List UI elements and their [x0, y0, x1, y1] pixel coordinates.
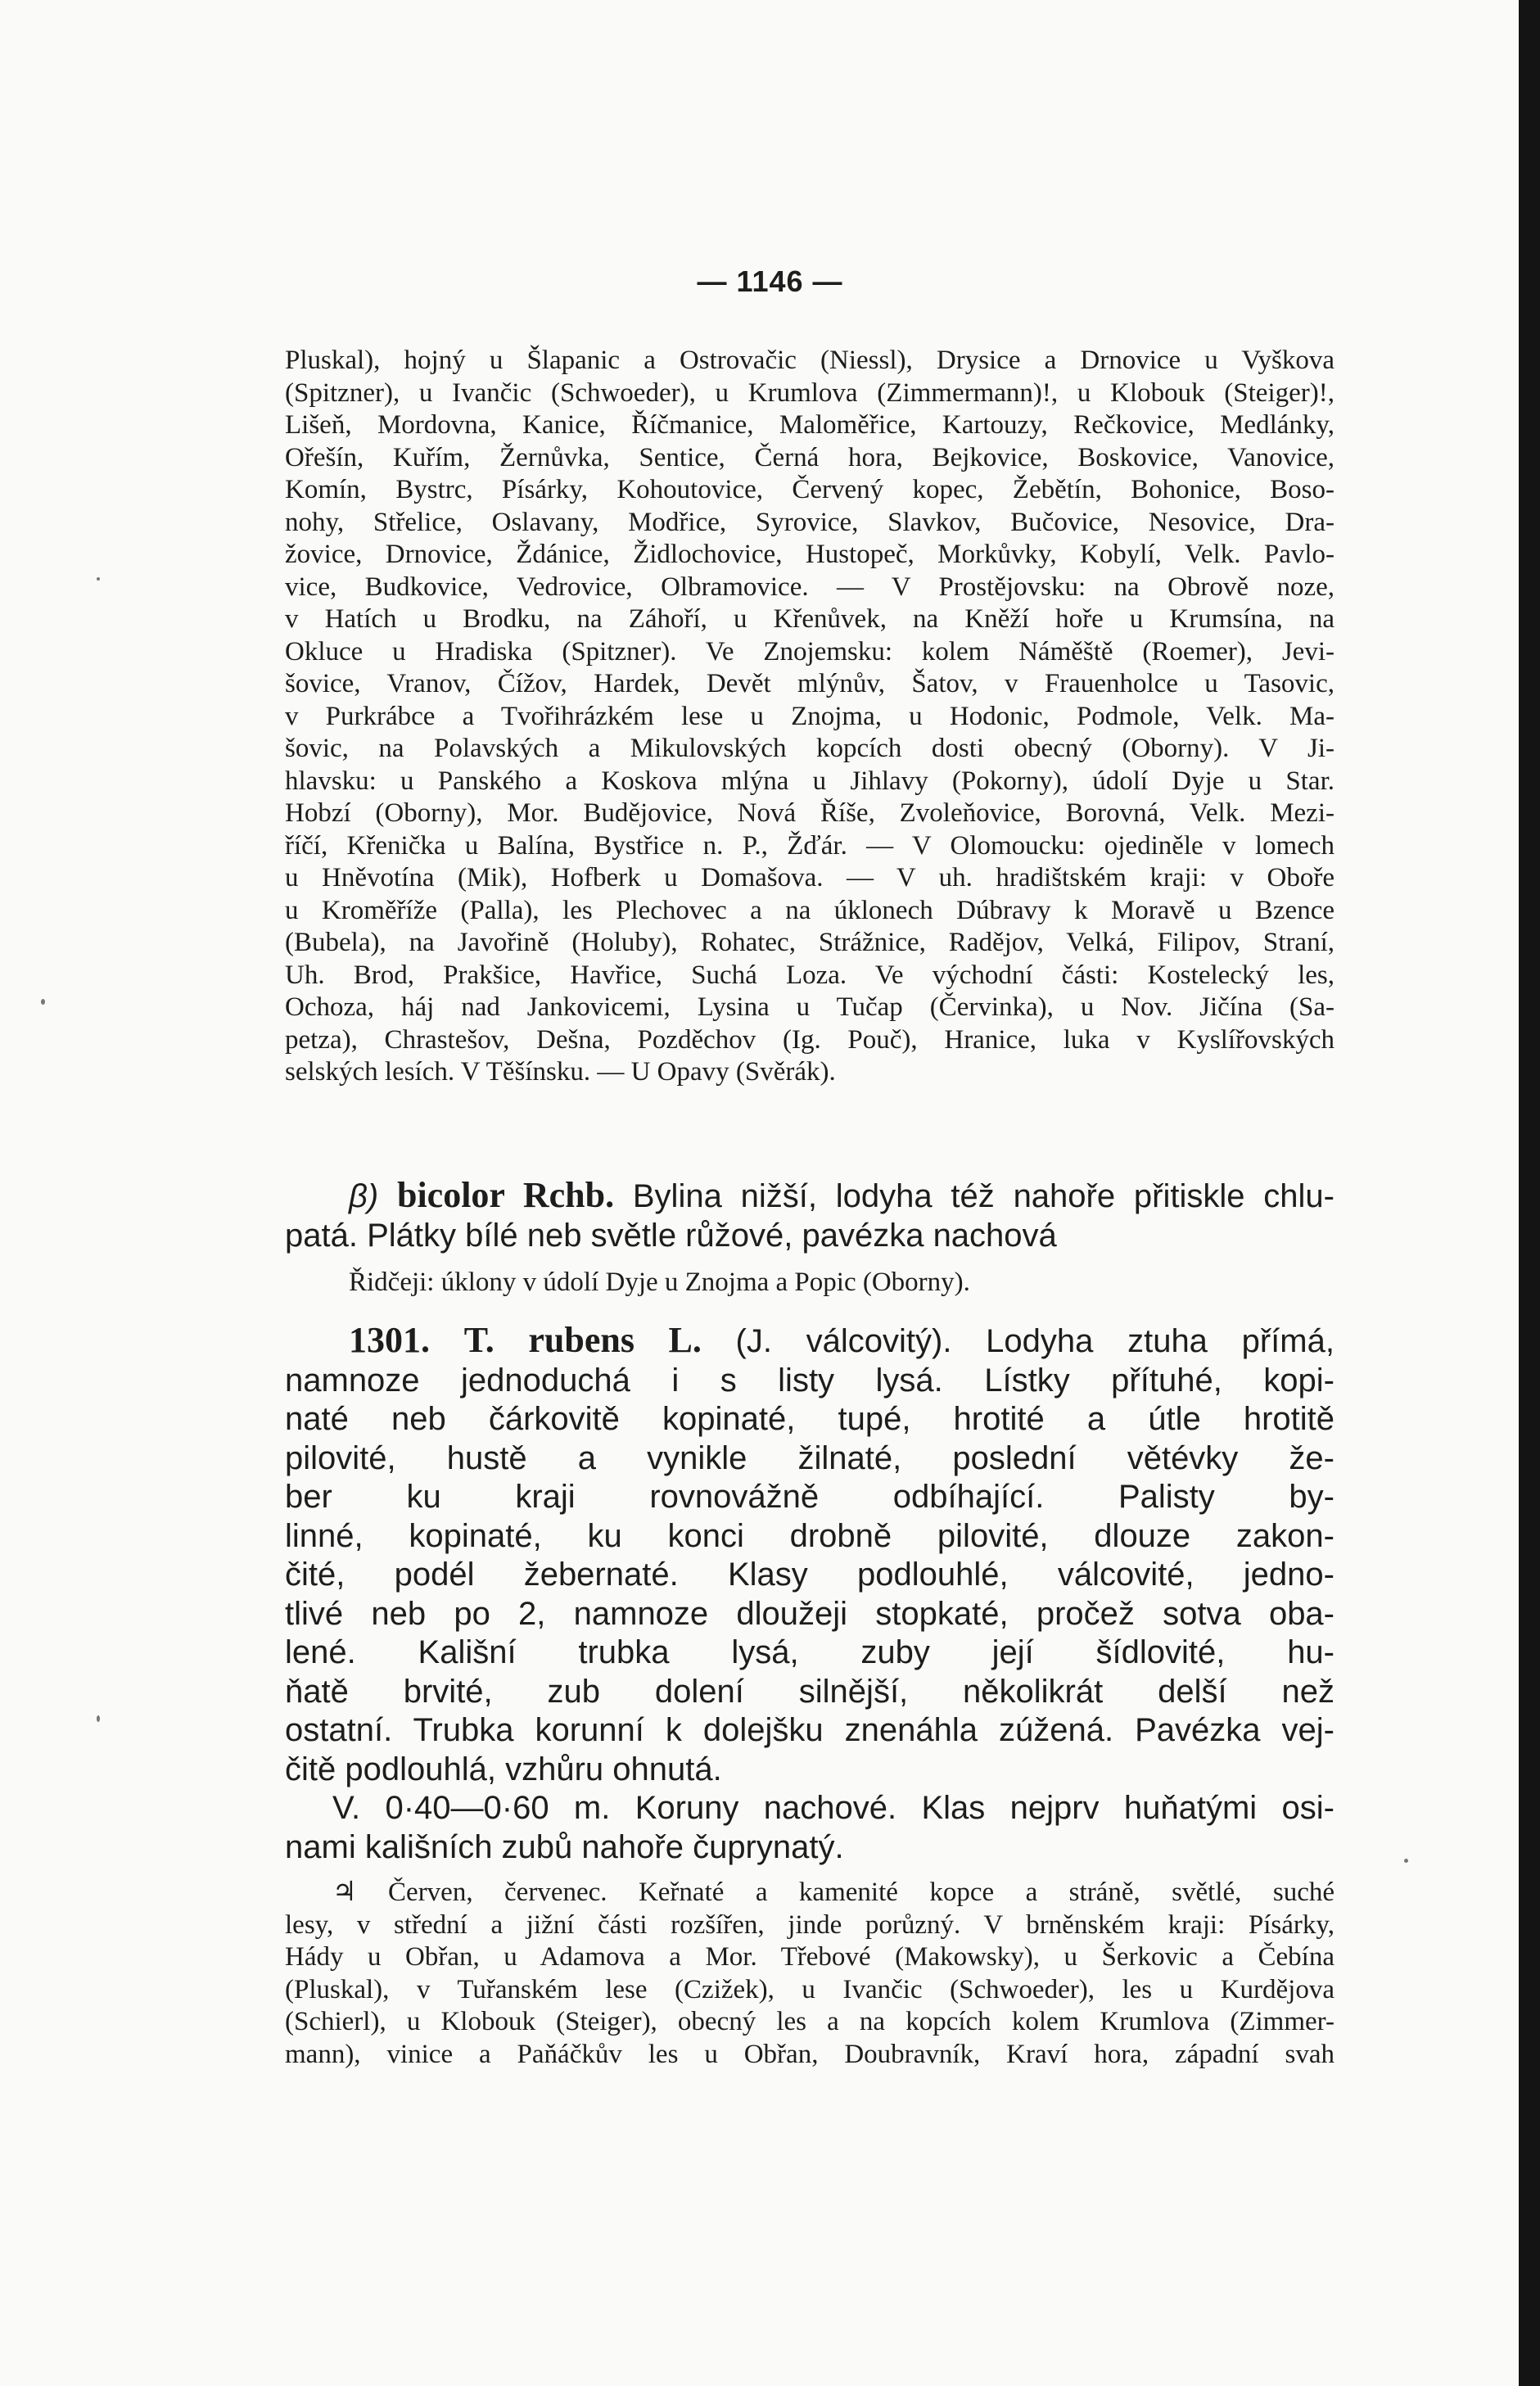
text-line: petza), Chrastešov, Dešna, Pozděchov (Ig. Pouč), Hranice, luka v Kyslířovských: [285, 1024, 1335, 1055]
species-number: 1301.: [349, 1320, 430, 1360]
text-line: šovice, Vranov, Čížov, Hardek, Devět mlýnův, Šatov, v Frauenholce u Tasovic,: [285, 669, 1335, 698]
variety-note: [285, 1267, 1335, 1299]
species-description-line: lené. Kališní trubka lysá, zuby její šídlovité, hu-: [285, 1634, 1335, 1670]
text-line: říčí, Křenička u Balína, Bystřice n. P., Žďár. — V Olomoucku: ojediněle v lomech: [285, 830, 1335, 861]
scan-speck: [41, 999, 45, 1005]
page-number: — 1146 —: [697, 264, 843, 298]
text-line: Ořešín, Kuřím, Žernůvka, Sentice, Černá hora, Bejkovice, Boskovice, Vanovice,: [285, 442, 1335, 472]
text-line: Komín, Bystrc, Písárky, Kohoutovice, Červený kopec, Žebětín, Bohonice, Boso-: [285, 475, 1335, 504]
species-size-line: V. 0·40—0·60 m. Koruny nachové. Klas nejprv huňatými osi-: [332, 1790, 1335, 1826]
species-heading: [285, 1321, 1335, 1362]
variety-description: Bylina nižší, lodyha též nahoře přitiskle chlu-: [632, 1178, 1335, 1214]
text-line: mann), vinice a Paňáčkův les u Obřan, Doubravník, Kraví hora, západní svah: [285, 2039, 1335, 2069]
scan-speck: [97, 577, 100, 581]
variety-taxon: bicolor Rchb.: [396, 1175, 615, 1215]
text-line: (Schierl), u Klobouk (Steiger), obecný les a na kopcích kolem Krumlova (Zimmer-: [285, 2007, 1335, 2036]
species-entry-1301: [285, 1321, 1335, 1867]
text-line: v Hatích u Brodku, na Záhoří, u Křenůvek, na Kněží hoře u Krumsína, na: [285, 604, 1335, 634]
variety-heading: [285, 1176, 1335, 1217]
text-line: šovic, na Polavských a Mikulovských kopcích dosti obecný (Oborny). V Ji-: [285, 734, 1335, 763]
text-line: Hády u Obřan, u Adamova a Mor. Třebové (Makowsky), u Šerkovic a Čebína: [285, 1942, 1335, 1972]
text-line: Uh. Brod, Prakšice, Havřice, Suchá Loza. Ve východní části: Kostelecký les,: [285, 960, 1335, 990]
text-line: Lišeň, Mordovna, Kanice, Říčmanice, Maloměřice, Kartouzy, Rečkovice, Medlánky,: [285, 410, 1335, 440]
text-line: hlavsku: u Panského a Koskova mlýna u Jihlavy (Pokorny), údolí Dyje u Star.: [285, 766, 1335, 796]
text-line: (Spitzner), u Ivančic (Schwoeder), u Krumlova (Zimmermann)!, u Klobouk (Steiger)!,: [285, 377, 1335, 408]
species-description: (J. válcovitý). Lodyha ztuha přímá,: [735, 1323, 1335, 1359]
text-line: selských lesích. V Těšínsku. — U Opavy (Svěrák).: [285, 1057, 836, 1087]
text-line: Hobzí (Oborny), Mor. Budějovice, Nová Říše, Zvoleňovice, Borovná, Velk. Mezi-: [285, 798, 1335, 828]
species-description-line: tlivé neb po 2, namnoze dloužeji stopkaté, pročež sotva oba-: [285, 1595, 1335, 1632]
text-line: (Pluskal), v Tuřanském lese (Czižek), u Ivančic (Schwoeder), les u Kurdějova: [285, 1974, 1335, 2004]
species-description-line: ňatě brvité, zub dolení silnější, několikrát delší než: [285, 1673, 1335, 1710]
text-line: Pluskal), hojný u Šlapanic a Ostrovačic (Niessl), Drysice a Drnovice u Vyškova: [285, 346, 1335, 375]
text-line: u Hněvotína (Mik), Hofberk u Domašova. — V uh. hradištském kraji: v Oboře: [285, 863, 1335, 892]
scan-speck: [1404, 1859, 1408, 1863]
species-description-line: naté neb čárkovitě kopinaté, tupé, hrotité a útle hrotitě: [285, 1401, 1335, 1437]
text-line: nohy, Střelice, Oslavany, Modřice, Syrovice, Slavkov, Bučovice, Nesovice, Dra-: [285, 507, 1335, 537]
variety-beta: [285, 1176, 1335, 1255]
text-line: u Kroměříže (Palla), les Plechovec a na úklonech Dúbravy k Moravě u Bzence: [285, 895, 1335, 925]
text-line: ♃ Červen, červenec. Keřnaté a kamenité kopce a stráně, světlé, suché: [332, 1878, 1335, 1907]
text-line: v Purkrábce a Tvořihrázkém lese u Znojma, u Hodonic, Podmole, Velk. Ma-: [285, 701, 1335, 731]
species-localities: [285, 1877, 1335, 2071]
variety-description-line: patá. Plátky bílé neb světle růžové, pavézka nachová: [285, 1217, 1057, 1254]
species-description-line: čité, podél žebernaté. Klasy podlouhlé, válcovité, jedno-: [285, 1557, 1335, 1593]
text-line: vice, Budkovice, Vedrovice, Olbramovice. — V Prostějovsku: na Obrově noze,: [285, 572, 1335, 602]
species-description-line: ostatní. Trubka korunní k dolejšku znenáhla zúžená. Pavézka vej-: [285, 1712, 1335, 1748]
variety-label: β): [349, 1178, 379, 1214]
species-description-line: ber ku kraji rovnovážně odbíhající. Palisty by-: [285, 1479, 1335, 1515]
species-description-line: čitě podlouhlá, vzhůru ohnutá.: [285, 1751, 722, 1787]
text-line: Řidčeji: úklony v údolí Dyje u Znojma a Popic (Oborny).: [349, 1268, 970, 1297]
locality-list-continued: [285, 345, 1335, 1089]
text-line: lesy, v střední a jižní části rozšířen, jinde porůzný. V brněnském kraji: Písárky,: [285, 1909, 1335, 1940]
text-line: žovice, Drnovice, Ždánice, Židlochovice, Hustopeč, Morkůvky, Kobylí, Velk. Pavlo-: [285, 540, 1335, 569]
text-line: Ochoza, háj nad Jankovicemi, Lysina u Tučap (Červinka), u Nov. Jičína (Sa-: [285, 992, 1335, 1022]
scan-speck: [97, 1715, 100, 1722]
text-line: Okluce u Hradiska (Spitzner). Ve Znojemsku: kolem Náměště (Roemer), Jevi-: [285, 636, 1335, 667]
species-description-line: namnoze jednoduchá i s listy lysá. Lístky přítuhé, kopi-: [285, 1362, 1335, 1399]
scan-border: [1519, 0, 1540, 2386]
species-size-line: nami kališních zubů nahoře čuprynatý.: [285, 1828, 844, 1865]
species-description-line: pilovité, hustě a vynikle žilnaté, poslední větévky že-: [285, 1439, 1335, 1476]
text-line: (Bubela), na Javořině (Holuby), Rohatec, Strážnice, Radějov, Velká, Filipov, Straní,: [285, 928, 1335, 957]
species-name: T. rubens L.: [463, 1320, 702, 1360]
species-description-line: linné, kopinaté, ku konci drobně pilovité, dlouze zakon-: [285, 1517, 1335, 1554]
